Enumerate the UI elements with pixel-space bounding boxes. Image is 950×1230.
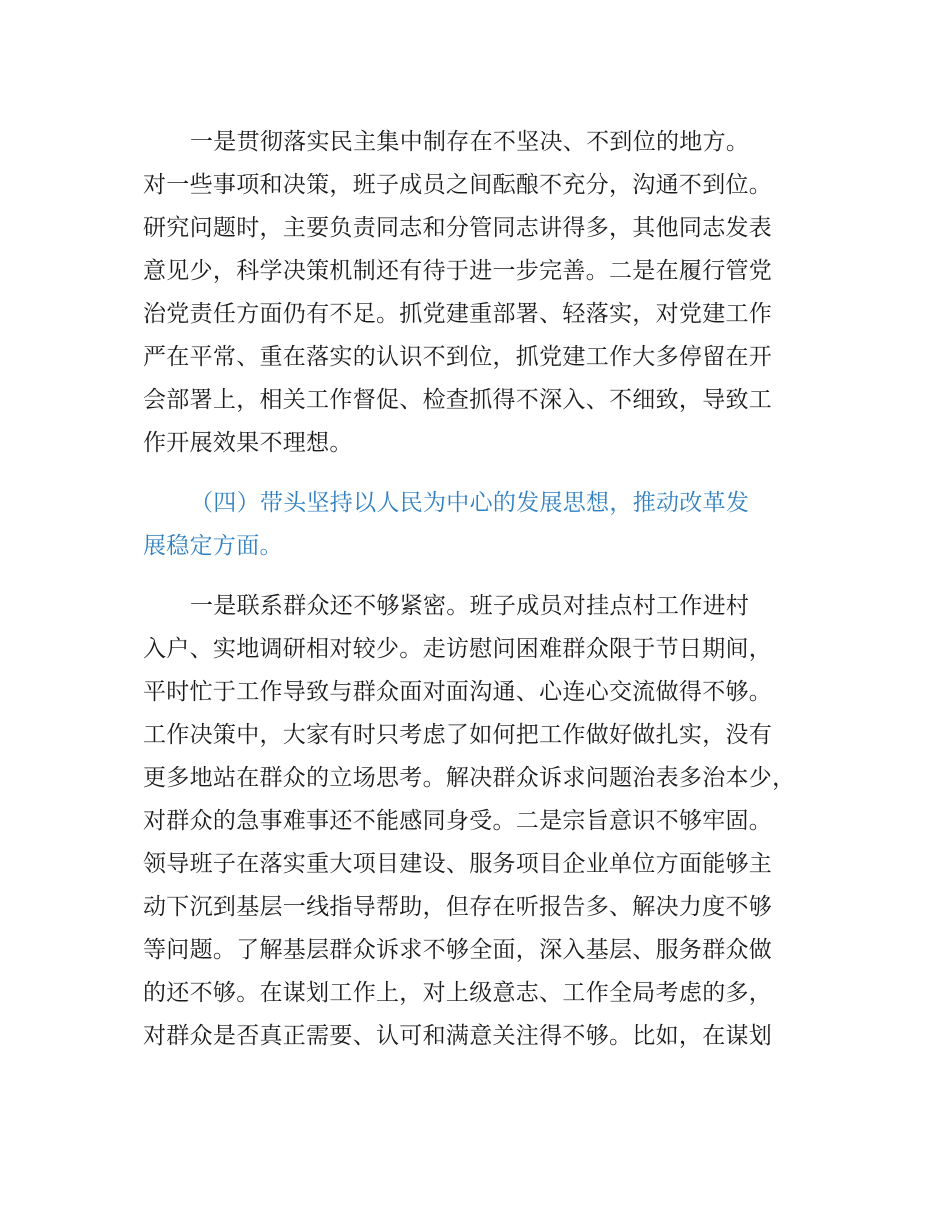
- paragraph-1-line-4: 意见少，科学决策机制还有待于进一步完善。二是在履行管党: [143, 258, 773, 284]
- paragraph-1-line-5: 治党责任方面仍有不足。抓党建重部署、轻落实，对党建工作: [143, 301, 773, 327]
- paragraph-2-line-11: 对群众是否真正需要、认可和满意关注得不够。比如，在谋划: [143, 1023, 773, 1049]
- paragraph-1-line-2: 对一些事项和决策，班子成员之间酝酿不充分，沟通不到位。: [143, 172, 773, 198]
- paragraph-2-line-4: 工作决策中，大家有时只考虑了如何把工作做好做扎实，没有: [143, 722, 773, 748]
- paragraph-1-line-1: 一是贯彻落实民主集中制存在不坚决、不到位的地方。: [190, 129, 750, 155]
- paragraph-1-line-7: 会部署上，相关工作督促、检查抓得不深入、不细致，导致工: [143, 387, 773, 413]
- paragraph-2-line-8: 动下沉到基层一线指导帮助，但存在听报告多、解决力度不够: [143, 894, 773, 920]
- section-heading-line-1: （四）带头坚持以人民为中心的发展思想，推动改革发: [190, 490, 750, 516]
- paragraph-2-line-6: 对群众的急事难事还不能感同身受。二是宗旨意识不够牢固。: [143, 808, 773, 834]
- paragraph-1-line-3: 研究问题时，主要负责同志和分管同志讲得多，其他同志发表: [143, 215, 773, 241]
- paragraph-2-line-1: 一是联系群众还不够紧密。班子成员对挂点村工作进村: [190, 593, 750, 619]
- paragraph-2-line-5: 更多地站在群众的立场思考。解决群众诉求问题治表多治本少，: [143, 765, 796, 791]
- paragraph-2-line-2: 入户、实地调研相对较少。走访慰问困难群众限于节日期间，: [143, 636, 773, 662]
- paragraph-2-line-3: 平时忙于工作导致与群众面对面沟通、心连心交流做得不够。: [143, 679, 773, 705]
- paragraph-1-line-8: 作开展效果不理想。: [143, 430, 353, 456]
- paragraph-2-line-7: 领导班子在落实重大项目建设、服务项目企业单位方面能够主: [143, 851, 773, 877]
- paragraph-2-line-10: 的还不够。在谋划工作上，对上级意志、工作全局考虑的多，: [143, 980, 773, 1006]
- paragraph-2-line-9: 等问题。了解基层群众诉求不够全面，深入基层、服务群众做: [143, 937, 773, 963]
- section-heading-line-2: 展稳定方面。: [143, 533, 283, 559]
- paragraph-1-line-6: 严在平常、重在落实的认识不到位，抓党建工作大多停留在开: [143, 344, 773, 370]
